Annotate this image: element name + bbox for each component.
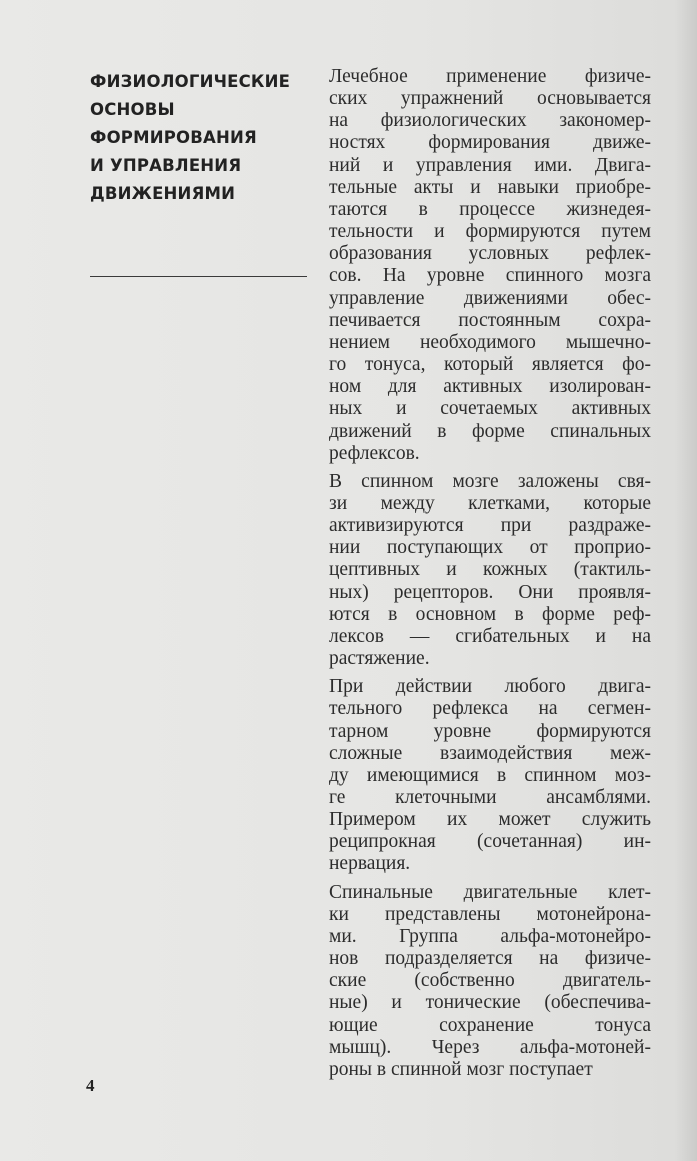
page-edge-shadow <box>675 0 697 1161</box>
text-line: роны в спинной мозг поступает <box>329 1058 593 1080</box>
text-line: активизируются при раздраже- <box>329 515 651 537</box>
text-line: ге клеточными ансамблями. <box>329 787 651 808</box>
text-line: Лечебное применение физиче- <box>329 66 651 87</box>
text-line: ются в основном в форме реф- <box>329 603 651 625</box>
text-line: ные) и тонические (обеспечива- <box>329 992 651 1014</box>
text-line: ду имеющимися в спинном моз- <box>329 764 651 786</box>
paragraph <box>329 66 651 465</box>
text-line: Примером их может служить <box>329 809 651 831</box>
heading-divider <box>90 276 307 277</box>
text-line: зи между клетками, которые <box>329 492 651 514</box>
heading-line: И УПРАВЛЕНИЯ <box>90 156 242 175</box>
text-line: нервация. <box>329 853 411 875</box>
body-text <box>329 66 651 1087</box>
text-line: ностях формирования движе- <box>329 132 651 154</box>
text-line: образования условных рефлек- <box>329 243 651 265</box>
heading-line: ФОРМИРОВАНИЯ <box>90 128 257 147</box>
text-line: нии поступающих от проприо- <box>329 537 651 559</box>
text-line: цептивных и кожных (тактиль- <box>329 559 651 581</box>
heading-line: ДВИЖЕНИЯМИ <box>90 184 236 203</box>
text-line: В спинном мозге заложены свя- <box>329 470 651 492</box>
text-line: ющие сохранение тонуса <box>329 1014 651 1036</box>
text-line: мышц). Через альфа-мотоней- <box>329 1036 651 1058</box>
paragraph <box>329 882 651 1081</box>
text-line: ки представлены мотонейрона- <box>329 903 651 925</box>
text-line: При действии любого двига- <box>329 676 651 698</box>
text-line: ми. Группа альфа-мотонейро- <box>329 925 651 947</box>
text-line: растяжение. <box>329 648 430 670</box>
text-line: сложные взаимодействия меж- <box>329 742 651 764</box>
heading-line: ОСНОВЫ <box>90 100 175 119</box>
text-line: ний и управления ими. Двига- <box>329 154 651 176</box>
text-line: лексов — сгибательных и на <box>329 625 651 647</box>
text-line: рефлексов. <box>329 442 420 464</box>
paragraph <box>329 676 651 875</box>
text-line: реципрокная (сочетанная) ин- <box>329 831 651 853</box>
text-line: таются в процессе жизнедея- <box>329 198 651 220</box>
chapter-heading <box>90 68 320 208</box>
text-line: ных и сочетаемых активных <box>329 398 651 420</box>
text-line: Спинальные двигательные клет- <box>329 881 651 903</box>
text-line: тельного рефлекса на сегмен- <box>329 698 651 720</box>
text-line: управление движениями обес- <box>329 287 651 309</box>
text-line: тарном уровне формируются <box>329 720 651 742</box>
text-line: печивается постоянным сохра- <box>329 309 651 331</box>
text-line: нов подразделяется на физиче- <box>329 948 651 970</box>
text-line: ских упражнений основывается <box>329 88 651 110</box>
text-line: го тонуса, который является фо- <box>329 354 651 376</box>
text-line: ном для активных изолирован- <box>329 376 651 398</box>
text-line: движений в форме спинальных <box>329 420 651 442</box>
text-line: тельности и формируются путем <box>329 221 651 243</box>
paragraph <box>329 471 651 670</box>
text-line: нением необходимого мышечно- <box>329 331 651 353</box>
text-line: ские (собственно двигатель- <box>329 970 651 992</box>
heading-line: ФИЗИОЛОГИЧЕСКИЕ <box>90 72 291 91</box>
text-line: на физиологических закономер- <box>329 110 651 132</box>
page-number: 4 <box>86 1076 95 1095</box>
text-line: тельные акты и навыки приобре- <box>329 176 651 198</box>
text-line: сов. На уровне спинного мозга <box>329 265 651 287</box>
text-line: ных) рецепторов. Они проявля- <box>329 581 651 603</box>
